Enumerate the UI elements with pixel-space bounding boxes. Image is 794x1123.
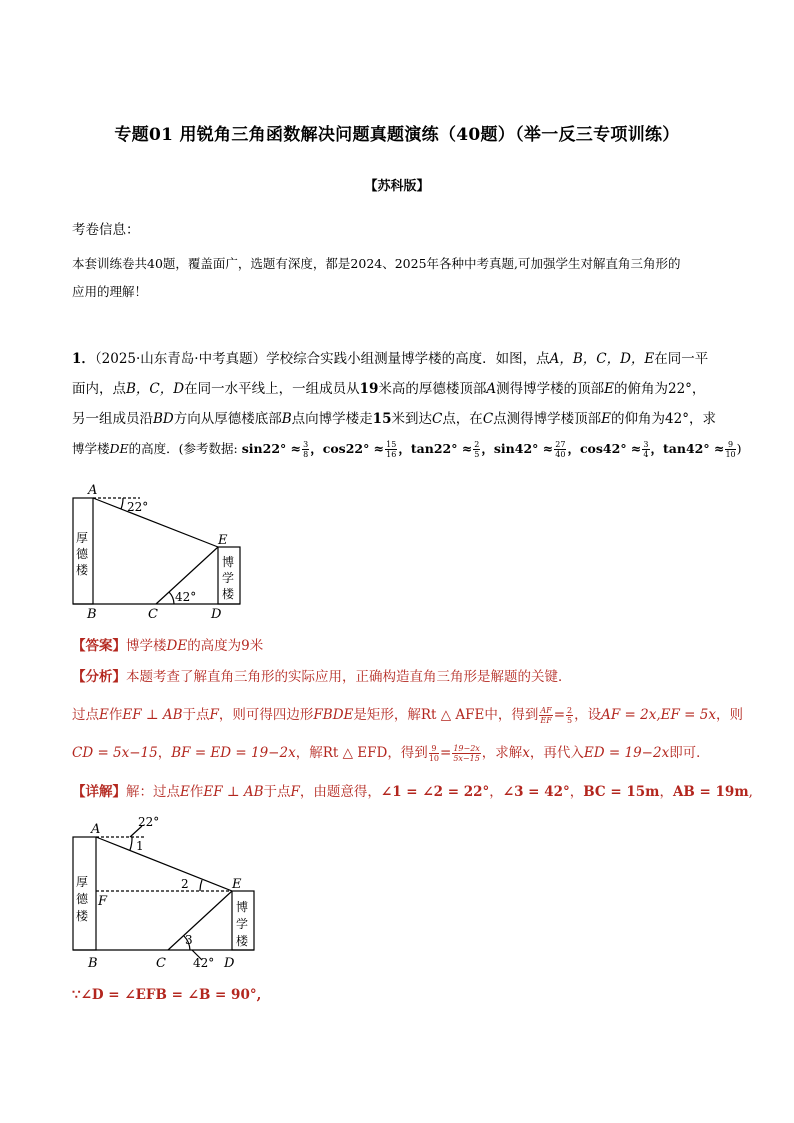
info-label: 考卷信息：: [72, 222, 140, 238]
question-1: 1．（2025·山东青岛·中考真题）学校综合实践小组测量博学楼的高度．如图，点A，B，C，D，E在同一平 面内，点B，C，D在同一水平线上，一组成员从19米高的厚德楼顶部A测得博学楼的顶部E的俯角为22°， 另一组成员沿BD方向从厚德楼底部B点向博学楼走15米到达C点，在C点测得博学楼顶部E的仰角为42°，求 博学楼DE的高度．(参考数据: sin22° ≈ $\frac{3}{8}$ ，cos22° ≈ $\frac{15}{16}$ ，tan22° ≈ $\frac{2}{5}$ ，sin42° ≈ $\frac{27}{40}$ ，cos42° ≈ $\frac{3}{4}$ ，tan42° ≈ $\frac{9}{10}$ ): [72, 351, 742, 459]
svg-text:楼: 楼: [222, 587, 235, 601]
label-a: A: [91, 822, 101, 837]
label-e: E: [218, 533, 228, 548]
figure-2: [60, 810, 270, 975]
label-1: 1: [136, 839, 144, 853]
svg-text:楼: 楼: [76, 909, 89, 923]
svg-text:学: 学: [222, 571, 235, 585]
last-line: ∵∠D = ∠EFB = ∠B = 90°,: [72, 987, 262, 1003]
angle-42: 42°: [175, 590, 197, 604]
svg-text:德: 德: [76, 547, 89, 561]
svg-text:楼: 楼: [76, 563, 89, 577]
angle-42: 42°: [193, 956, 215, 970]
svg-text:厚: 厚: [76, 875, 89, 889]
label-2: 2: [181, 877, 189, 891]
answer: 【答案】博学楼DE的高度为9米: [72, 638, 264, 654]
svg-text:厚: 厚: [76, 531, 89, 545]
label-d: D: [224, 956, 235, 971]
svg-text:楼: 楼: [236, 934, 249, 948]
label-3: 3: [185, 933, 193, 947]
info-text: 本套训练卷共40题，覆盖面广，选题有深度，都是2024、2025年各种中考真题,可加强学生对解直角三角形的 应用的理解！: [72, 256, 681, 299]
figure-1: [60, 480, 260, 625]
label-c: C: [156, 956, 166, 971]
label-b: B: [88, 956, 98, 971]
edition-label: 【苏科版】: [364, 179, 430, 194]
analysis: 【分析】本题考查了解直角三角形的实际应用，正确构造直角三角形是解题的关键． 过点E作EF ⊥ AB于点F，则可得四边形FBDE是矩形，解Rt △ AFE中，得到 $\frac{AF}{EF}$ = $\frac{2}{5}$ ，设AF = 2x,EF = 5x，则 CD = 5x−15，BF = ED = 19−2x，解Rt △ EFD，得到 $\frac{9}{10}$ = $\frac{19-2x}{5x-15}$ ，求解x，再代入ED = 19−2x即可．: [72, 669, 743, 763]
label-f: F: [98, 894, 108, 909]
label-b: B: [87, 607, 97, 622]
angle-22: 22°: [127, 500, 149, 514]
document-title: 专题01 用锐角三角函数解决问题真题演练（40题）（举一反三专项训练）: [114, 125, 680, 145]
svg-text:德: 德: [76, 892, 89, 906]
angle-22: 22°: [138, 815, 160, 829]
svg-text:博: 博: [222, 555, 235, 569]
svg-text:博: 博: [236, 900, 249, 914]
label-c: C: [148, 607, 158, 622]
label-d: D: [211, 607, 222, 622]
svg-text:学: 学: [236, 917, 249, 931]
detail: 【详解】解：过点E作EF ⊥ AB于点F，由题意得，∠1 = ∠2 = 22°，∠3 = 42°，BC = 15m，AB = 19m,: [72, 784, 753, 800]
label-e: E: [232, 877, 242, 892]
label-a: A: [88, 483, 98, 498]
